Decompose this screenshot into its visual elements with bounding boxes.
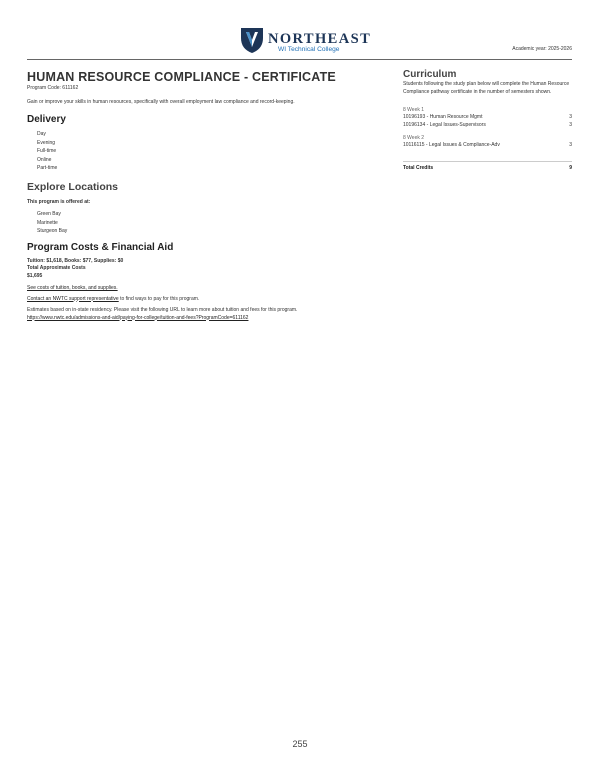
delivery-item: Evening (37, 139, 56, 146)
locations-heading: Explore Locations (27, 180, 119, 193)
total-credits-value: 9 (569, 164, 572, 171)
course-row (403, 122, 572, 130)
costs-link[interactable]: See costs of tuition, books, and supplies. (27, 285, 118, 291)
course-row (403, 114, 572, 122)
shield-logo-icon (240, 26, 264, 54)
course-credits: 3 (569, 114, 572, 120)
curriculum-heading: Curriculum (403, 69, 457, 80)
delivery-item: Full-time (37, 148, 57, 154)
course-credits: 3 (569, 142, 572, 148)
location-item: Marinette (37, 219, 58, 226)
delivery-item: Day (37, 131, 46, 137)
page-number: 255 (292, 739, 308, 749)
course-row (403, 142, 572, 150)
curriculum-column (403, 69, 572, 171)
delivery-item: Part-time (37, 165, 58, 171)
total-credits-label: Total Credits (403, 164, 434, 171)
delivery-heading: Delivery (27, 114, 66, 125)
locations-list (27, 210, 357, 236)
course-name: 10196134 - Legal Issues-Supervisors (403, 121, 486, 128)
contact-link[interactable]: Contact an NWTC support representative (27, 295, 119, 302)
delivery-item: Online (37, 156, 52, 163)
academic-year: Academic year: 2025-2026 (512, 46, 572, 52)
course-credits: 3 (569, 121, 572, 128)
location-item: Green Bay (37, 211, 61, 217)
program-code: Program Code: 611162 (27, 85, 79, 91)
costs-breakdown: Tuition: $1,618, Books: $77, Supplies: $0 (27, 257, 124, 264)
contact-text: to find ways to pay for this program. (118, 295, 200, 302)
header-divider (27, 59, 572, 60)
logo-subtitle: WI Technical College (278, 46, 340, 53)
program-column (27, 70, 357, 322)
fees-url-link[interactable]: https://www.nwtc.edu/admissions-and-aid/paying-for-college/tuition-and-fees?ProgramCode=611162 (27, 314, 249, 321)
total-credits-row (403, 161, 572, 171)
college-logo (240, 26, 370, 56)
location-item: Sturgeon Bay (37, 228, 68, 234)
locations-intro: This program is offered at: (27, 198, 91, 205)
program-title: HUMAN RESOURCE COMPLIANCE - CERTIFICATE (27, 70, 336, 84)
costs-heading: Program Costs & Financial Aid (27, 241, 174, 253)
total-costs-value: $1,695 (27, 272, 43, 279)
curriculum-intro: Students following the study plan below will complete the Human Resource Compliance pathway certificate in the number of semesters shown. (403, 81, 570, 95)
course-name: 10116115 - Legal Issues & Compliance-Adv (403, 142, 500, 148)
total-costs-label: Total Approximate Costs (27, 265, 86, 271)
term-label: 8 Week 1 (403, 107, 425, 113)
estimate-note: Estimates based on in-state residency. Please visit the following URL to learn more about tuition and fees for this program. (27, 307, 298, 313)
logo-name: NORTHEAST (268, 31, 372, 47)
program-description: Gain or improve your skills in human resources, specifically with overall employment law compliance and record-keeping. (27, 98, 295, 105)
course-name: 10196193 - Human Resource Mgmt (403, 114, 483, 120)
term-label: 8 Week 2 (403, 135, 425, 141)
contact-line (27, 296, 357, 304)
delivery-list (27, 130, 357, 173)
